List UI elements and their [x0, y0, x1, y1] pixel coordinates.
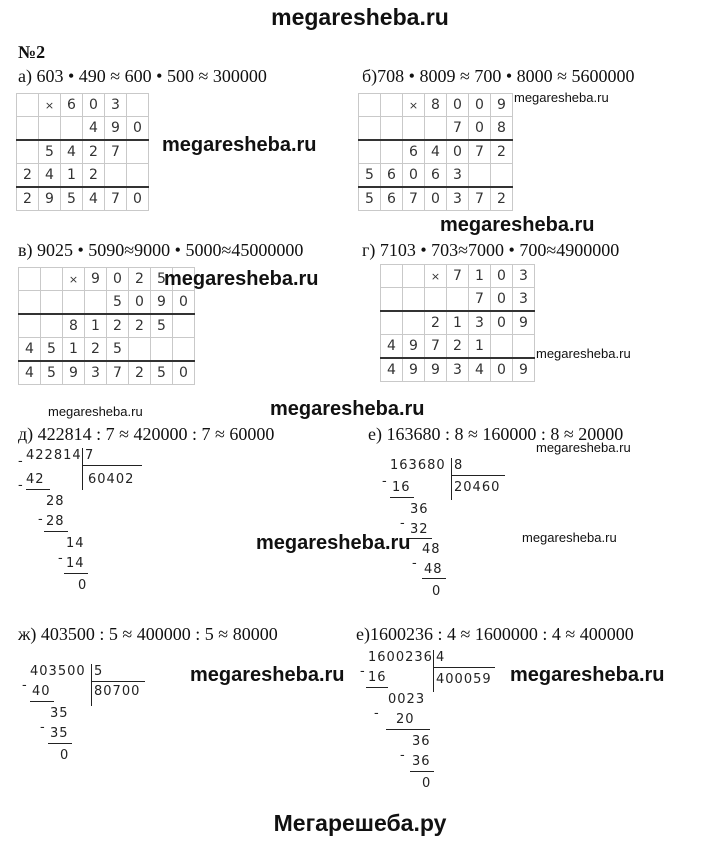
grid-cell: 5	[41, 361, 63, 385]
grid-cell: 1	[61, 164, 83, 188]
grid-row	[19, 338, 195, 362]
long-division-e2: 1600236 4 400059 - 16 0023 - 20 36 - 36 0	[360, 650, 580, 810]
grid-row	[381, 288, 535, 312]
problem-g: г) 7103 • 703≈7000 • 700≈4900000	[362, 240, 620, 260]
grid-cell: 9	[425, 358, 447, 382]
grid-cell: 5	[151, 268, 173, 291]
grid-cell	[491, 164, 513, 188]
grid-cell	[359, 140, 381, 164]
grid-cell: 1	[469, 265, 491, 288]
grid-cell: 0	[491, 265, 513, 288]
long-division-d: - 422814 7 60402 - 42 28 - 28 14 - 14 0	[18, 448, 218, 598]
grid-cell	[173, 338, 195, 362]
grid-cell	[403, 265, 425, 288]
grid-cell: 9	[63, 361, 85, 385]
grid-cell	[425, 117, 447, 141]
grid-cell: 5	[151, 361, 173, 385]
grid-cell: 9	[513, 358, 535, 382]
watermark: megaresheba.ru	[522, 530, 617, 545]
watermark: megaresheba.ru	[514, 90, 609, 105]
grid-cell: 4	[61, 140, 83, 164]
grid-cell: 5	[151, 314, 173, 338]
problem-d: д) 422814 : 7 ≈ 420000 : 7 ≈ 60000	[18, 424, 275, 444]
watermark: megaresheba.ru	[536, 346, 631, 361]
multiplication-grid-b	[358, 93, 513, 211]
grid-cell: 7	[105, 140, 127, 164]
grid-cell: 0	[173, 291, 195, 315]
grid-cell: 9	[105, 117, 127, 141]
grid-cell: 6	[403, 140, 425, 164]
watermark: megaresheba.ru	[270, 398, 425, 420]
grid-cell	[151, 338, 173, 362]
grid-cell: 0	[447, 140, 469, 164]
grid-cell	[17, 94, 39, 117]
grid-cell	[41, 314, 63, 338]
grid-row	[19, 314, 195, 338]
grid-cell	[381, 311, 403, 335]
grid-cell	[403, 311, 425, 335]
grid-cell: 6	[381, 187, 403, 211]
grid-cell: 0	[425, 187, 447, 211]
grid-cell: 0	[491, 288, 513, 312]
grid-row	[359, 187, 513, 211]
grid-cell: 2	[17, 164, 39, 188]
grid-cell: 0	[127, 187, 149, 211]
grid-cell	[61, 117, 83, 141]
watermark: megaresheba.ru	[190, 664, 345, 686]
grid-cell	[17, 117, 39, 141]
grid-cell	[359, 117, 381, 141]
grid-cell: 2	[491, 140, 513, 164]
grid-cell: 2	[129, 361, 151, 385]
grid-cell	[381, 94, 403, 117]
grid-row	[17, 187, 149, 211]
problem-e2: е)1600236 : 4 ≈ 1600000 : 4 ≈ 400000	[356, 624, 634, 644]
grid-cell: 7	[403, 187, 425, 211]
grid-cell: 0	[129, 291, 151, 315]
grid-row	[19, 291, 195, 315]
grid-row	[359, 140, 513, 164]
grid-cell	[447, 288, 469, 312]
grid-cell	[85, 291, 107, 315]
grid-cell: 5	[359, 187, 381, 211]
grid-cell	[425, 288, 447, 312]
grid-cell: 4	[19, 338, 41, 362]
grid-cell: 0	[107, 268, 129, 291]
problem-zh: ж) 403500 : 5 ≈ 400000 : 5 ≈ 80000	[18, 624, 278, 644]
grid-cell: 2	[425, 311, 447, 335]
grid-cell	[127, 94, 149, 117]
watermark: megaresheba.ru	[164, 268, 319, 290]
grid-cell: 4	[381, 335, 403, 359]
grid-cell: 9	[39, 187, 61, 211]
grid-cell	[403, 117, 425, 141]
problem-e: е) 163680 : 8 ≈ 160000 : 8 ≈ 20000	[368, 424, 624, 444]
grid-cell	[127, 140, 149, 164]
grid-cell	[127, 164, 149, 188]
grid-cell: 6	[381, 164, 403, 188]
grid-cell: 8	[425, 94, 447, 117]
grid-cell: 0	[469, 117, 491, 141]
grid-cell: 1	[469, 335, 491, 359]
multiply-sign: ×	[403, 94, 425, 117]
grid-cell	[105, 164, 127, 188]
grid-cell	[63, 291, 85, 315]
long-division-zh: 403500 5 80700 - 40 35 - 35 0	[22, 664, 222, 774]
grid-cell	[359, 94, 381, 117]
grid-cell: 7	[425, 335, 447, 359]
grid-cell	[17, 140, 39, 164]
grid-cell: 0	[127, 117, 149, 141]
grid-cell	[41, 291, 63, 315]
grid-row	[17, 117, 149, 141]
footer-title: Мегарешеба.ру	[273, 810, 447, 836]
grid-cell: 5	[107, 338, 129, 362]
grid-cell: 5	[41, 338, 63, 362]
grid-cell: 7	[469, 140, 491, 164]
problem-b: б)708 • 8009 ≈ 700 • 8000 ≈ 5600000	[362, 66, 635, 86]
multiply-sign: ×	[39, 94, 61, 117]
grid-cell: 3	[513, 288, 535, 312]
grid-cell: 7	[447, 117, 469, 141]
problem-v: в) 9025 • 5090≈9000 • 5000≈45000000	[18, 240, 304, 260]
grid-cell: 2	[83, 140, 105, 164]
grid-cell: 8	[63, 314, 85, 338]
watermark: megaresheba.ru	[536, 440, 631, 455]
grid-cell: 4	[39, 164, 61, 188]
grid-cell: 5	[61, 187, 83, 211]
grid-row	[17, 140, 149, 164]
grid-cell: 2	[83, 164, 105, 188]
grid-cell: 2	[85, 338, 107, 362]
multiply-sign: ×	[425, 265, 447, 288]
grid-cell: 4	[425, 140, 447, 164]
grid-cell: 1	[85, 314, 107, 338]
grid-cell: 9	[85, 268, 107, 291]
grid-cell: 7	[447, 265, 469, 288]
grid-row	[359, 117, 513, 141]
grid-cell	[381, 288, 403, 312]
grid-cell: 0	[403, 164, 425, 188]
task-number: №2	[18, 42, 46, 62]
watermark: megaresheba.ru	[256, 532, 411, 554]
watermark: megaresheba.ru	[440, 214, 595, 236]
grid-cell: 0	[491, 311, 513, 335]
grid-cell: 3	[469, 311, 491, 335]
grid-cell	[469, 164, 491, 188]
grid-cell: 7	[107, 361, 129, 385]
grid-cell	[513, 335, 535, 359]
grid-row	[381, 358, 535, 382]
grid-cell: 0	[83, 94, 105, 117]
watermark: megaresheba.ru	[510, 664, 665, 686]
multiplication-grid-a	[16, 93, 149, 211]
grid-cell	[19, 314, 41, 338]
grid-cell: 2	[447, 335, 469, 359]
grid-row	[359, 164, 513, 188]
grid-cell: 0	[491, 358, 513, 382]
grid-cell: 7	[105, 187, 127, 211]
grid-cell: 2	[129, 268, 151, 291]
grid-cell	[129, 338, 151, 362]
grid-cell: 4	[469, 358, 491, 382]
grid-cell: 9	[403, 335, 425, 359]
grid-row	[381, 335, 535, 359]
grid-cell	[19, 291, 41, 315]
grid-cell: 1	[447, 311, 469, 335]
grid-cell	[381, 140, 403, 164]
grid-cell: 3	[447, 358, 469, 382]
grid-cell: 7	[469, 187, 491, 211]
grid-cell: 0	[447, 94, 469, 117]
grid-cell: 2	[17, 187, 39, 211]
grid-cell: 3	[85, 361, 107, 385]
watermark: megaresheba.ru	[162, 134, 317, 156]
grid-cell: 2	[491, 187, 513, 211]
grid-cell: 2	[129, 314, 151, 338]
grid-cell: 9	[403, 358, 425, 382]
grid-cell: 3	[105, 94, 127, 117]
grid-cell: 0	[173, 361, 195, 385]
long-division-e: 163680 8 20460 - 16 36 - 32 48 - 48 0	[382, 458, 582, 608]
watermark: megaresheba.ru	[48, 404, 143, 419]
problem-a: а) 603 • 490 ≈ 600 • 500 ≈ 300000	[18, 66, 267, 86]
grid-cell: 4	[381, 358, 403, 382]
grid-cell	[381, 265, 403, 288]
multiplication-grid-g	[380, 264, 535, 382]
grid-cell: 4	[19, 361, 41, 385]
grid-cell: 3	[447, 187, 469, 211]
grid-cell	[39, 117, 61, 141]
grid-cell: 4	[83, 187, 105, 211]
grid-cell: 9	[151, 291, 173, 315]
grid-row	[19, 361, 195, 385]
grid-row	[17, 94, 149, 117]
grid-cell: 5	[359, 164, 381, 188]
grid-cell: 4	[83, 117, 105, 141]
grid-cell	[403, 288, 425, 312]
grid-cell: 5	[39, 140, 61, 164]
grid-cell: 3	[447, 164, 469, 188]
grid-cell: 7	[469, 288, 491, 312]
site-title: megaresheba.ru	[271, 4, 449, 30]
grid-cell: 3	[513, 265, 535, 288]
grid-cell: 9	[513, 311, 535, 335]
grid-row	[359, 94, 513, 117]
grid-cell: 1	[63, 338, 85, 362]
grid-cell: 8	[491, 117, 513, 141]
grid-cell: 6	[61, 94, 83, 117]
grid-cell	[173, 314, 195, 338]
grid-cell: 0	[469, 94, 491, 117]
grid-cell	[19, 268, 41, 291]
grid-row	[17, 164, 149, 188]
grid-cell	[41, 268, 63, 291]
multiply-sign: ×	[63, 268, 85, 291]
grid-cell	[491, 335, 513, 359]
grid-cell: 9	[491, 94, 513, 117]
grid-cell	[381, 117, 403, 141]
grid-row	[381, 265, 535, 288]
grid-row	[381, 311, 535, 335]
grid-cell: 2	[107, 314, 129, 338]
grid-cell: 5	[107, 291, 129, 315]
grid-cell: 6	[425, 164, 447, 188]
